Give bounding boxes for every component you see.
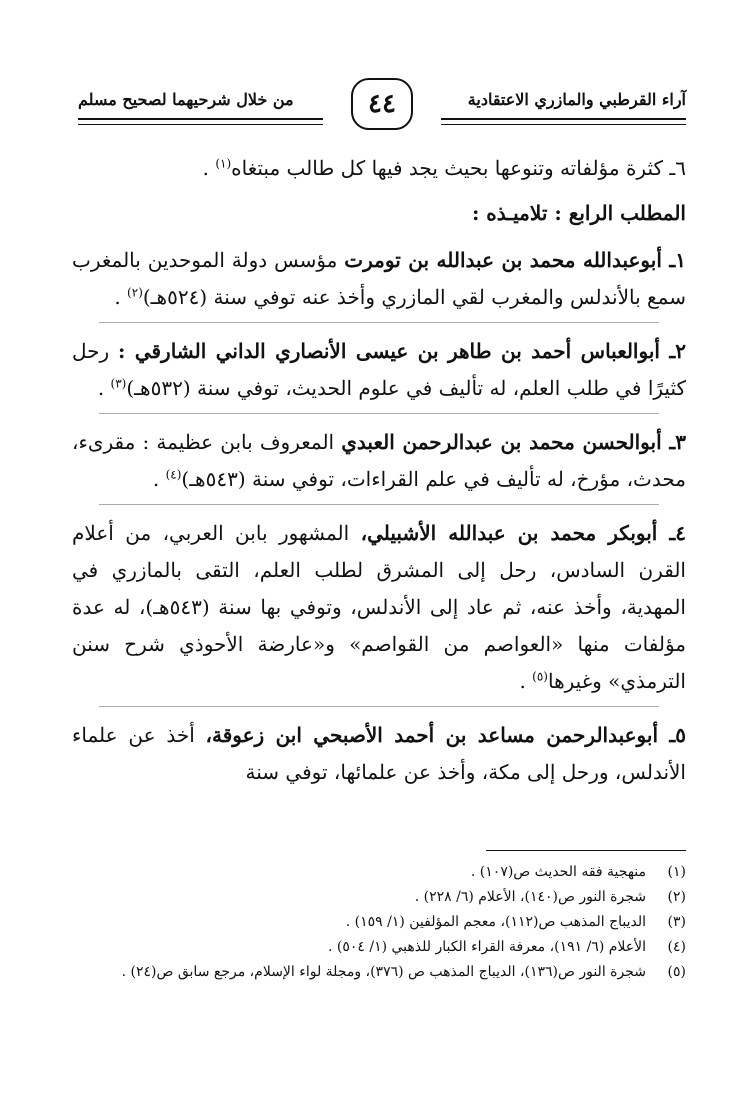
footnote-ref[interactable]: (٣) (110, 376, 127, 391)
entry-divider (99, 706, 659, 707)
intro-paragraph: ٦ـ كثرة مؤلفاته وتنوعها بحيث يجد فيها كل طالب مبتغاه$^{(١)}$ . (202, 156, 686, 180)
student-entry-3: ٣ـ أبوالحسن محمد بن عبدالرحمن العبدي المعروف بابن عظيمة : مقرىء، محدث، مؤرخ، له تأليف في علم القراءات، توفي سنة (٥٤٣هـ)$^{(٤)}$ . (72, 430, 686, 491)
student-name: ١ـ أبوعبدالله محمد بن عبدالله بن تومرت (344, 248, 686, 272)
footnote-text: الأعلام (٦/ ١٩١)، معرفة القراء الكبار للذهبي (١/ ٥٠٤) . (327, 939, 646, 955)
student-entry-4: ٤ـ أبوبكر محمد بن عبدالله الأشبيلي، المشهور بابن العربي، من أعلام القرن السادس، رحل إلى المشرق لطلب العلم، التقى بالمازري في المهدية، وأخذ عنه، ثم عاد إلى الأندلس، وتوفي بها سنة (٥٤٣هـ)، له عدة مؤلفات منها «العواصم من القواصم» و«عارضة الأحوذي شرح سنن الترمذي» وغيرها$^{(٥)}$ . (72, 521, 686, 693)
footnote-separator (486, 850, 686, 851)
student-name: ٥ـ أبوعبدالرحمن مساعد بن أحمد الأصبحي ابن زعوقة، (205, 723, 687, 747)
header-subtitle: من خلال شرحيهما لصحيح مسلم (78, 90, 294, 109)
student-text: أخذ عن علماء الأندلس، ورحل إلى مكة، وأخذ عن علمائها، توفي سنة (72, 723, 686, 784)
entry-divider (99, 504, 659, 505)
header-rule-left (78, 118, 323, 125)
footnote-number: (١) (667, 864, 686, 880)
section-heading: المطلب الرابع : تلاميـذه : (471, 201, 686, 225)
student-text: مؤسس دولة الموحدين بالمغرب سمع بالأندلس والمغرب لقي المازري وأخذ عنه توفي سنة (٥٢٤هـ) (72, 248, 686, 309)
footnote-item (72, 935, 686, 960)
footnote-number: (٤) (667, 939, 686, 955)
header-rule-right (441, 118, 686, 125)
footnote-number: (٢) (667, 889, 686, 905)
footnote-item (72, 960, 686, 985)
footnote-ref[interactable]: (٤) (165, 467, 182, 482)
footnote-item (72, 910, 686, 935)
footnotes (72, 860, 686, 985)
footnote-ref[interactable]: (١) (215, 156, 232, 171)
footnote-text: الديباج المذهب ص(١١٢)، معجم المؤلفين (١/ ١٥٩) . (345, 914, 646, 930)
student-entry-1: ١ـ أبوعبدالله محمد بن عبدالله بن تومرت مؤسس دولة الموحدين بالمغرب سمع بالأندلس والمغرب لقي المازري وأخذ عنه توفي سنة (٥٢٤هـ)$^{(٢)}$ . (72, 248, 686, 309)
student-text: المعروف بابن عظيمة : مقرىء، محدث، مؤرخ، له تأليف في علم القراءات، توفي سنة (٥٤٣هـ) (72, 430, 686, 491)
student-text: المشهور بابن العربي، من أعلام القرن السادس، رحل إلى المشرق لطلب العلم، التقى بالمازري في المهدية، وأخذ عنه، ثم عاد إلى الأندلس، وتوفي بها سنة (٥٤٣هـ)، له عدة مؤلفات منها «العواصم من القواصم» و«عارضة الأحوذي شرح سنن الترمذي» وغيرها (72, 521, 686, 693)
entry-divider (99, 322, 659, 323)
student-name: ٢ـ أبوالعباس أحمد بن طاهر بن عيسى الأنصاري الداني الشارقي : (118, 339, 686, 363)
footnote-ref[interactable]: (٥) (532, 669, 548, 684)
body-text (72, 150, 686, 797)
footnote-item (72, 885, 686, 910)
entry-divider (99, 413, 659, 414)
student-entry-5 (72, 717, 686, 791)
student-name: ٣ـ أبوالحسن محمد بن عبدالرحمن العبدي (341, 430, 686, 454)
footnote-number: (٣) (667, 914, 686, 930)
footnote-text: شجرة النور ص(١٤٠)، الأعلام (٦/ ٢٢٨) . (414, 889, 646, 905)
footnote-ref[interactable]: (٢) (127, 285, 143, 300)
header-book-title: آراء القرطبي والمازري الاعتقادية (467, 90, 686, 109)
running-header (78, 78, 686, 138)
student-name: ٤ـ أبوبكر محمد بن عبدالله الأشبيلي، (360, 521, 686, 545)
footnote-text: شجرة النور ص(١٣٦)، الديباج المذهب ص (٣٧٦)، ومجلة لواء الإسلام، مرجع سابق ص(٢٤) . (121, 964, 646, 980)
intro-line: ٦ـ كثرة مؤلفاته وتنوعها بحيث يجد فيها كل طالب مبتغاه (231, 156, 686, 180)
student-text: رحل كثيرًا في طلب العلم، له تأليف في علوم الحديث، توفي سنة (٥٣٢هـ) (72, 339, 686, 400)
footnote-item (72, 860, 686, 885)
footnote-number: (٥) (667, 964, 686, 980)
student-entry-2: ٢ـ أبوالعباس أحمد بن طاهر بن عيسى الأنصاري الداني الشارقي : رحل كثيرًا في طلب العلم، له تأليف في علوم الحديث، توفي سنة (٥٣٢هـ)$^{(٣)}$ . (72, 339, 686, 400)
footnote-text: منهجية فقه الحديث ص(١٠٧) . (470, 864, 646, 880)
page-number: ٤٤ (351, 78, 413, 130)
